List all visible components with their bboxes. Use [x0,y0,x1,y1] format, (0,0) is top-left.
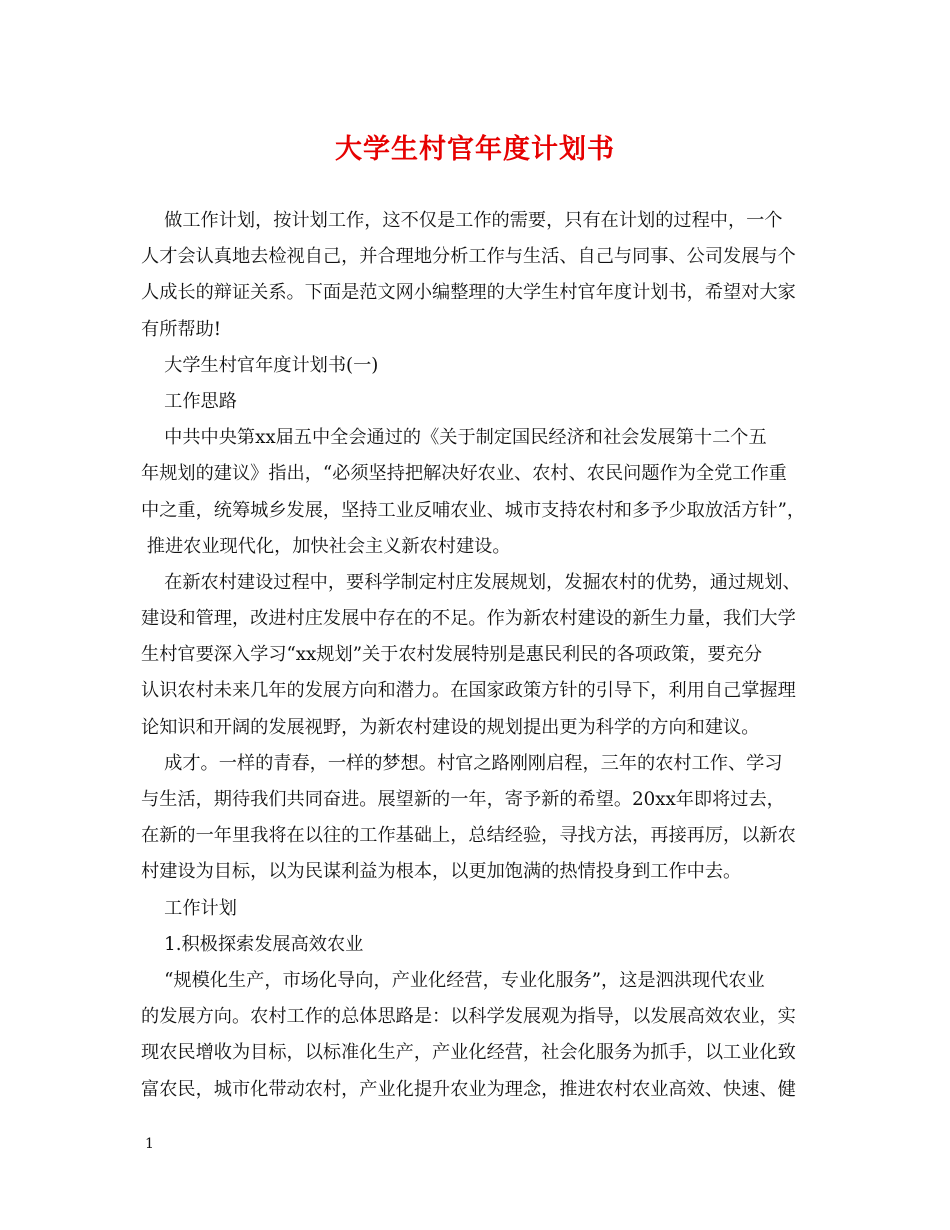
document-title: 大学生村官年度计划书 [335,134,615,165]
body-line: 中共中央第xx届五中全会通过的《关于制定国民经济和社会发展第十二个五 [141,427,767,449]
document-body [141,203,816,1108]
body-line: 在新农村建设过程中，要科学制定村庄发展规划，发掘农村的优势，通过规划、 [141,571,801,593]
section-heading: 工作思路 [141,390,237,412]
body-line: 人成长的辩证关系。下面是范文网小编整理的大学生村官年度计划书，希望对大家 [141,282,796,304]
section-heading: 大学生村官年度计划书(一) [141,354,379,376]
body-line: 论知识和开阔的发展视野，为新农村建设的规划提出更为科学的方向和建议。 [141,716,760,738]
body-line: 做工作计划，按计划工作，这不仅是工作的需要，只有在计划的过程中，一个 [141,210,783,231]
body-line: 认识农村未来几年的发展方向和潜力。在国家政策方针的引导下，利用自己掌握理 [141,680,796,702]
body-line: 与生活，期待我们共同奋进。展望新的一年，寄予新的希望。20xx年即将过去， [141,789,785,810]
body-line: 人才会认真地去检视自己，并合理地分析工作与生活、自己与同事、公司发展与个 [141,246,796,268]
body-line: 中之重，统筹城乡发展，坚持工业反哺农业、城市支持农村和多予少取放活方针”， [141,499,806,521]
page-number: 1 [145,1136,154,1152]
body-line: 富农民，城市化带动农村，产业化提升农业为理念，推进农村农业高效、快速、健 [141,1078,796,1100]
body-line: 的发展方向。农村工作的总体思路是：以科学发展观为指导，以发展高效农业，实 [141,1006,796,1028]
body-line: 建设和管理，改进村庄发展中存在的不足。作为新农村建设的新生力量，我们大学 [141,608,796,630]
section-heading: 工作计划 [141,897,237,919]
body-line: 有所帮助! [141,318,222,340]
section-heading: 1.积极探索发展高效农业 [141,933,364,955]
body-line: 现农民增收为目标，以标准化生产，产业化经营，社会化服务为抓手，以工业化致 [141,1042,796,1064]
body-line: “规模化生产，市场化导向，产业化经营，专业化服务”，这是泗洪现代农业 [141,969,765,991]
body-line: 年规划的建议》指出，“必须坚持把解决好农业、农村、农民问题作为全党工作重 [141,463,787,485]
body-line: 在新的一年里我将在以往的工作基础上，总结经验，寻找方法，再接再厉，以新农 [141,825,796,847]
body-line: 村建设为目标，以为民谋利益为根本，以更加饱满的热情投身到工作中去。 [141,861,742,883]
body-line: 成才。一样的青春，一样的梦想。村官之路刚刚启程，三年的农村工作、学习 [141,752,783,774]
body-line: 生村官要深入学习“xx规划”关于农村发展特别是惠民利民的各项政策，要充分 [141,644,763,666]
body-line: 推进农业现代化，加快社会主义新农村建设。 [141,535,511,557]
